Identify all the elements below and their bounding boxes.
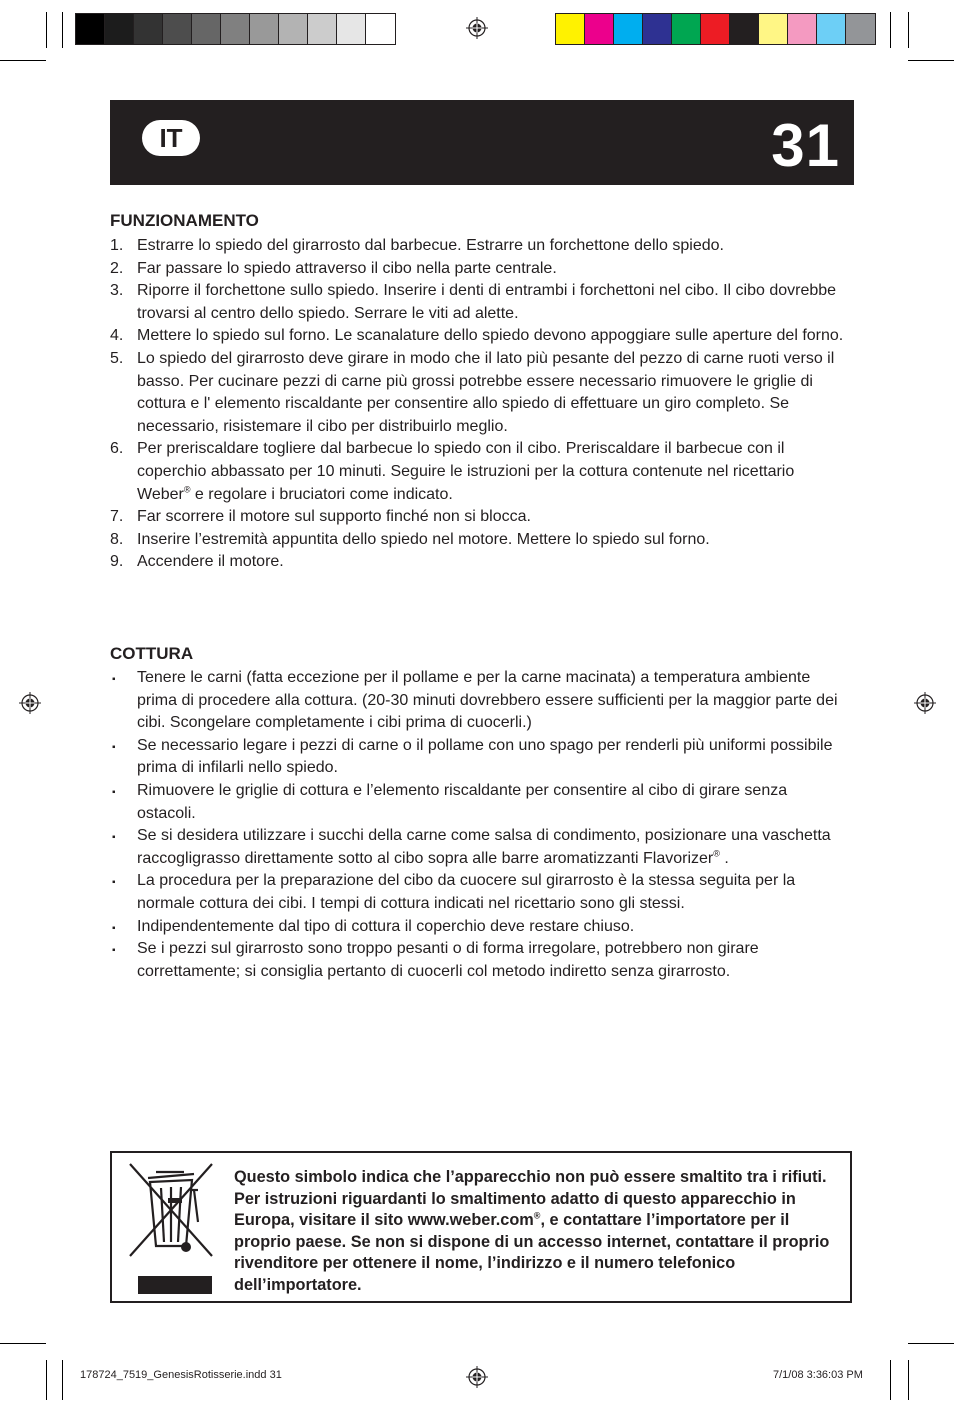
registration-mark-icon <box>19 692 41 714</box>
language-badge: IT <box>142 120 200 156</box>
list-item-text: Far passare lo spiedo attraverso il cibo nella parte centrale. <box>137 259 557 277</box>
section-title-funzionamento: FUNZIONAMENTO <box>110 211 259 230</box>
color-swatch <box>614 14 643 44</box>
list-item-text: Tenere le carni (fatta eccezione per il pollame e per la carne macinata) a temperatura ambiente prima di procedere alla cottura. (20-30 minuti dovrebbero essere sufficienti per la maggior parte dei cibi. Scongelare completamente i cibi prima di cuocerli.) <box>137 669 838 732</box>
list-item <box>110 667 850 735</box>
list-item-text: Per preriscaldare togliere dal barbecue lo spiedo con il cibo. Preriscaldare il barbecue con il coperchio abbassato per 10 minuti. Seguire le istruzioni per la cottura contenute nel ricettario Weber <box>137 440 795 503</box>
list-marker: ▪ <box>112 877 116 889</box>
crop-mark <box>908 12 909 48</box>
list-item-text: Riporre il forchettone sullo spiedo. Inserire i denti di entrambi i forchettoni nel cibo. Il cibo dovrebbe trovarsi al centro dello spiedo. Serrare le viti ad alette. <box>137 282 837 322</box>
list-marker: 6. <box>110 440 124 458</box>
list-item-text: Far scorrere il motore sul supporto finché non si blocca. <box>137 508 531 526</box>
color-swatch <box>192 14 221 44</box>
color-swatch <box>221 14 250 44</box>
list-item <box>110 551 850 574</box>
list-marker: 1. <box>110 237 124 254</box>
list-item <box>110 938 850 983</box>
color-swatch <box>250 14 279 44</box>
color-swatch <box>788 14 817 44</box>
funzionamento-list <box>110 235 850 574</box>
crop-mark <box>62 1360 63 1400</box>
color-swatch <box>279 14 308 44</box>
registration-mark-icon <box>914 692 936 714</box>
color-swatch <box>76 14 105 44</box>
list-item <box>110 825 850 870</box>
list-marker: ▪ <box>112 741 116 753</box>
list-item-text: Rimuovere le griglie di cottura e l’elemento riscaldante per consentire al cibo di girare senza ostacoli. <box>137 781 788 822</box>
color-swatch <box>308 14 337 44</box>
color-swatch <box>730 14 759 44</box>
color-swatch <box>817 14 846 44</box>
list-item <box>110 529 850 552</box>
list-item-text: Se i pezzi sul girarrosto sono troppo pesanti o di forma irregolare, potrebbero non girare correttamente; si consiglia pertanto di cuocerli col metodo indiretto senza girarrosto. <box>137 940 759 980</box>
list-marker: 3. <box>110 282 124 300</box>
list-marker: 2. <box>110 259 124 277</box>
list-item-text: Accendere il motore. <box>137 553 284 571</box>
list-item-text-continued: . <box>719 849 729 867</box>
color-swatch <box>366 14 395 44</box>
list-item <box>110 780 850 825</box>
disposal-notice-text: Questo simbolo indica che l’apparecchio non può essere smaltito tra i rifiuti. Per istruzioni riguardanti lo smaltimento adatto di questo apparecchio in Europa, visitare il sito www.weber.com®, e contattare l’importatore per il proprio paese. Se non si dispone di un accesso internet, contattare il proprio rivenditore per ottenere il nome, l’indirizzo e il numero telefonico dell’importatore. <box>234 1168 830 1294</box>
cottura-list <box>110 667 850 983</box>
footer-timestamp: 7/1/08 3:36:03 PM <box>773 1369 863 1381</box>
color-swatch <box>163 14 192 44</box>
list-marker: ▪ <box>112 922 116 934</box>
crossed-out-wheelie-bin-icon <box>128 1162 214 1296</box>
list-item <box>110 348 850 438</box>
list-marker: ▪ <box>112 674 116 685</box>
list-item-text: Lo spiedo del girarrosto deve girare in modo che il lato più pesante del pezzo di carne ruoti verso il basso. Per cucinare pezzi di carne più grossi potrebbe essere necessario rimuovere le griglie di cottura e l' elemento riscaldante per consentire allo spiedo di effettuare un giro completo. Se necessario, risistemare il cibo per distribuirlo meglio. <box>137 349 835 435</box>
list-item <box>110 325 850 348</box>
crop-mark <box>46 1360 47 1400</box>
crop-mark <box>908 1360 909 1400</box>
crop-mark <box>908 1343 954 1344</box>
registered-mark: ® <box>713 848 720 859</box>
color-swatch <box>585 14 614 44</box>
registration-mark-icon <box>466 1366 488 1388</box>
page-number: 31 <box>771 112 840 179</box>
list-item-text: Estrarre lo spiedo del girarrosto dal barbecue. Estrarre un forchettone dello spiedo. <box>137 237 724 254</box>
list-marker: 4. <box>110 327 124 345</box>
list-item-text: Inserire l’estremità appuntita dello spiedo nel motore. Mettere lo spiedo sul forno. <box>137 530 710 548</box>
crop-mark <box>0 1343 46 1344</box>
crop-mark <box>908 60 954 61</box>
list-item-text: Indipendentemente dal tipo di cottura il coperchio deve restare chiuso. <box>137 917 635 935</box>
crop-mark <box>0 60 46 61</box>
list-item-text: Mettere lo spiedo sul forno. Le scanalature dello spiedo devono appoggiare sulle aperture del forno. <box>137 327 844 345</box>
list-marker: 5. <box>110 349 124 367</box>
list-marker: ▪ <box>112 786 116 798</box>
crop-mark <box>46 12 47 48</box>
section-title-cottura: COTTURA <box>110 644 194 663</box>
color-swatch <box>556 14 585 44</box>
list-marker: ▪ <box>112 945 116 957</box>
registration-mark-icon <box>466 17 488 39</box>
list-item <box>110 870 850 915</box>
list-item <box>110 438 850 506</box>
disposal-notice-box <box>110 1151 852 1303</box>
footer-filename: 178724_7519_GenesisRotisserie.indd 31 <box>80 1369 282 1381</box>
list-item-text-continued: e regolare i bruciatori come indicato. <box>190 485 453 503</box>
color-swatch <box>134 14 163 44</box>
list-marker: 7. <box>110 508 124 526</box>
color-swatch <box>643 14 672 44</box>
crop-mark <box>890 12 891 48</box>
list-item <box>110 916 850 939</box>
grayscale-bar <box>75 13 396 45</box>
list-marker: ▪ <box>112 832 116 844</box>
list-item-text: La procedura per la preparazione del cibo da cuocere sul girarrosto è la stessa seguita per la normale cottura dei cibi. I tempi di cottura indicati nel ricettario sono gli stessi. <box>137 872 796 912</box>
color-swatch <box>672 14 701 44</box>
color-swatch <box>846 14 875 44</box>
page-header <box>110 100 854 185</box>
list-item <box>110 735 850 780</box>
list-item-text: Se necessario legare i pezzi di carne o il pollame con uno spago per renderli più uniformi possibile prima di infilarli nello spiedo. <box>137 736 833 777</box>
list-item <box>110 506 850 529</box>
color-swatch <box>759 14 788 44</box>
color-swatch <box>105 14 134 44</box>
color-swatch <box>337 14 366 44</box>
crop-mark <box>62 12 63 48</box>
registered-mark: ® <box>183 484 191 495</box>
list-item <box>110 258 850 281</box>
list-item <box>110 235 850 258</box>
list-marker: 8. <box>110 530 124 548</box>
list-item-text: Se si desidera utilizzare i succhi della carne come salsa di condimento, posizionare una vaschetta raccogligrasso direttamente sotto al cibo sopra alle barre aromatizzanti Flavorizer <box>137 827 831 867</box>
color-bar <box>555 13 876 45</box>
color-swatch <box>701 14 730 44</box>
crop-mark <box>890 1360 891 1400</box>
list-marker: 9. <box>110 553 124 571</box>
list-item <box>110 280 850 325</box>
